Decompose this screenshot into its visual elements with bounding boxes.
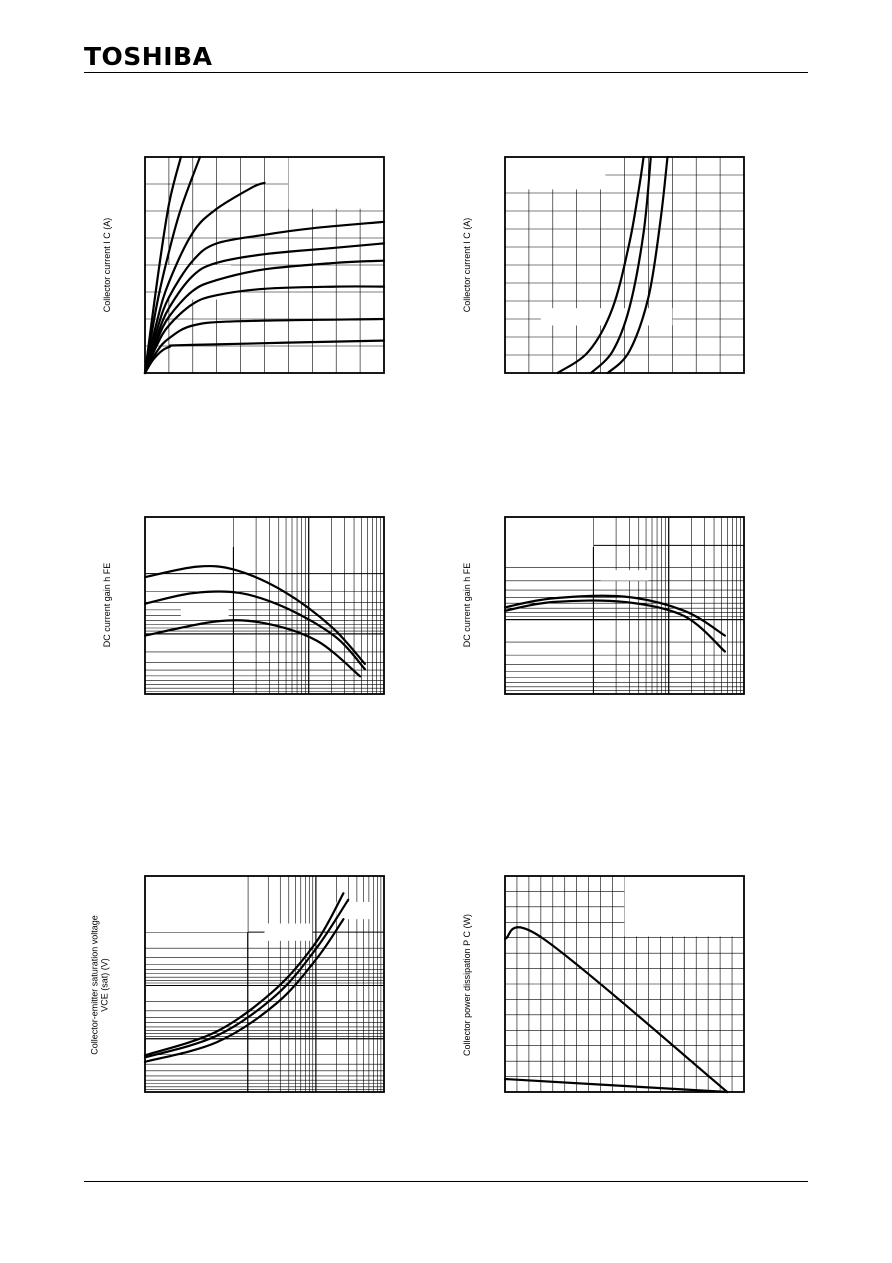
chart-2	[504, 156, 745, 374]
y-axis-label	[462, 563, 472, 648]
y-axis-label-line: VCE (sat) (V)	[100, 958, 110, 1012]
y-axis-label-line: DC current gain h FE	[461, 562, 472, 648]
grid-blank-area	[625, 876, 745, 936]
grid-blank-area	[169, 549, 229, 560]
grid-blank-area	[265, 924, 313, 941]
y-axis-label	[90, 915, 111, 1055]
grid-blank-area	[181, 606, 229, 620]
grid-blank-area	[288, 157, 384, 209]
chart-grid	[145, 517, 384, 694]
y-axis-label-line: DC current gain h FE	[101, 562, 112, 648]
series-line-2	[505, 1079, 727, 1092]
grid-blank-area	[145, 517, 233, 547]
grid-blank-area	[505, 157, 605, 189]
y-axis-label	[102, 563, 112, 648]
chart-4	[504, 516, 745, 695]
header-rule	[84, 72, 808, 73]
y-axis-label	[462, 914, 472, 1056]
y-axis-label-line: Collector current I C (A)	[101, 217, 112, 313]
y-axis-label-line: Collector power dissipation P C (W)	[461, 914, 472, 1056]
y-axis-label	[102, 218, 112, 313]
chart-6	[504, 875, 745, 1093]
y-axis-label	[462, 218, 472, 313]
chart-grid	[505, 517, 744, 694]
y-axis-label-line: Collector-emitter saturation voltage	[89, 915, 100, 1055]
chart-1	[144, 156, 385, 374]
grid-blank-area	[505, 517, 593, 547]
grid-blank-area	[601, 570, 649, 581]
chart-grid	[505, 876, 744, 1092]
series-line-1	[505, 927, 727, 1092]
grid-blank-area	[145, 876, 248, 932]
footer-rule	[84, 1181, 808, 1182]
series-line-3	[145, 919, 343, 1062]
series-line-1	[145, 566, 365, 664]
y-axis-label-line: Collector current I C (A)	[461, 217, 472, 313]
series-line-2	[145, 591, 365, 669]
chart-5	[144, 875, 385, 1093]
brand-logo: TOSHIBA	[84, 42, 213, 71]
chart-3	[144, 516, 385, 695]
series-line-3	[145, 620, 360, 676]
chart-grid	[145, 876, 384, 1092]
